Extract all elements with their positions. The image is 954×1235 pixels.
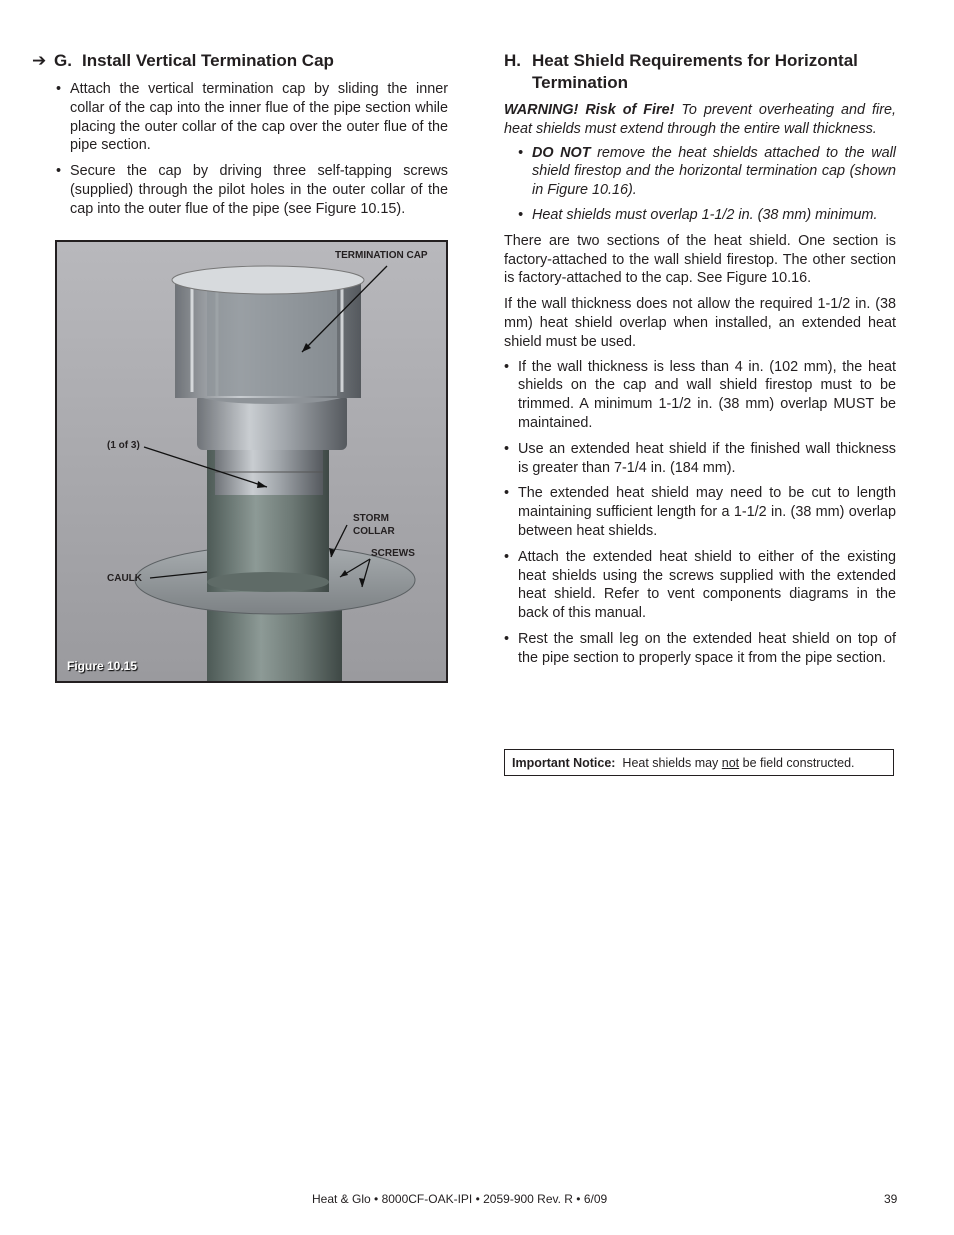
list-item-text: Attach the extended heat shield to either of the existing heat shields using the screws supplied with the extended heat shield. Refer to vent components diagrams in the back of this manual. [518, 548, 896, 622]
section-h [504, 50, 896, 675]
list-item [56, 80, 448, 155]
list-item [518, 206, 896, 225]
label-storm: STORM [353, 513, 389, 524]
bullet-icon: • [56, 163, 62, 180]
notice-underlined: not [721, 756, 740, 770]
arrow-icon: ➔ [32, 51, 47, 70]
section-h-letter: H. [504, 51, 521, 70]
fire-warning [504, 101, 896, 139]
paragraph: If the wall thickness does not allow the required 1-1/2 in. (38 mm) heat shield overlap when installed, an extended heat shield must be used. [504, 296, 896, 350]
label-termination-cap: TERMINATION CAP [335, 250, 428, 261]
label-collar: COLLAR [353, 526, 395, 537]
list-item [504, 484, 896, 540]
paragraph: There are two sections of the heat shield. One section is factory-attached to the wall shield firestop. The other section is factory-attached to the cap. See Figure 10.16. [504, 232, 896, 287]
section-h-title: Heat Shield Requirements for Horizontal Termination [532, 51, 858, 92]
bullet-icon: • [504, 440, 510, 457]
heat-shield-list [504, 358, 896, 668]
bullet-icon: • [56, 81, 62, 97]
bullet-icon: • [504, 485, 510, 502]
list-item-text: Heat shields must overlap 1-1/2 in. (38 mm) minimum. [532, 206, 878, 223]
section-g [32, 50, 448, 226]
notice-label: Important Notice: [512, 756, 616, 770]
section-g-list [32, 80, 448, 219]
termination-cap-photo [57, 242, 446, 681]
warning-text: To prevent overheating and fire, heat shields must extend through the entire wall thickness. [504, 102, 896, 137]
list-item-text: Rest the small leg on the extended heat shield on top of the pipe section to properly space it from the pipe section. [518, 630, 896, 666]
section-g-letter: G. [54, 51, 72, 70]
figure-10-15 [55, 240, 448, 683]
figure-caption: Figure 10.15 [67, 659, 138, 673]
bullet-icon: • [518, 144, 524, 161]
warning-list [504, 144, 896, 225]
list-item-text: The extended heat shield may need to be cut to length maintaining sufficient length for a 1-1/2 in. (38 mm) overlap between heat shields. [518, 485, 896, 539]
important-notice [504, 749, 894, 776]
section-h-heading [504, 50, 896, 94]
label-caulk: CAULK [107, 573, 142, 584]
list-item-text: Use an extended heat shield if the finished wall thickness is greater than 7-1/4 in. (184 mm). [518, 440, 896, 476]
list-item [504, 630, 896, 668]
label-one-of-three: (1 of 3) [107, 440, 140, 451]
list-item [504, 440, 896, 478]
bullet-icon: • [504, 358, 510, 375]
section-g-title: Install Vertical Termination Cap [82, 51, 334, 70]
list-item-text: If the wall thickness is less than 4 in. (102 mm), the heat shields on the cap and wall shield firestop must to be trimmed. A minimum 1-1/2 in. (38 mm) overlap MUST be maintained. [518, 358, 896, 431]
list-item [504, 548, 896, 623]
bullet-icon: • [504, 630, 510, 647]
list-item-text: remove the heat shields attached to the wall shield firestop and the horizontal termination cap (shown in Figure 10.16). [532, 144, 896, 199]
footer-doc-info: Heat & Glo • 8000CF-OAK-IPI • 2059-900 Rev. R • 6/09 [312, 1192, 608, 1206]
list-item-text: Attach the vertical termination cap by sliding the inner collar of the cap into the inner flue of the pipe section while placing the outer collar of the cap over the outer flue of the pipe section. [70, 81, 448, 154]
list-item [56, 162, 448, 218]
label-screws: SCREWS [371, 548, 415, 559]
list-item [504, 358, 896, 433]
list-item [518, 144, 896, 200]
bullet-icon: • [504, 548, 510, 565]
section-g-heading [32, 50, 448, 72]
page-number: 39 [884, 1192, 898, 1206]
bullet-icon: • [518, 206, 524, 223]
notice-text-after: be field constructed. [739, 756, 855, 770]
notice-text-before: Heat shields may [615, 756, 722, 770]
list-item-text: Secure the cap by driving three self-tapping screws (supplied) through the pilot holes in the outer collar of the cap into the outer flue of the pipe (see Figure 10.15). [70, 163, 448, 217]
do-not-label: DO NOT [532, 144, 591, 161]
warning-label: WARNING! Risk of Fire! [504, 102, 675, 118]
